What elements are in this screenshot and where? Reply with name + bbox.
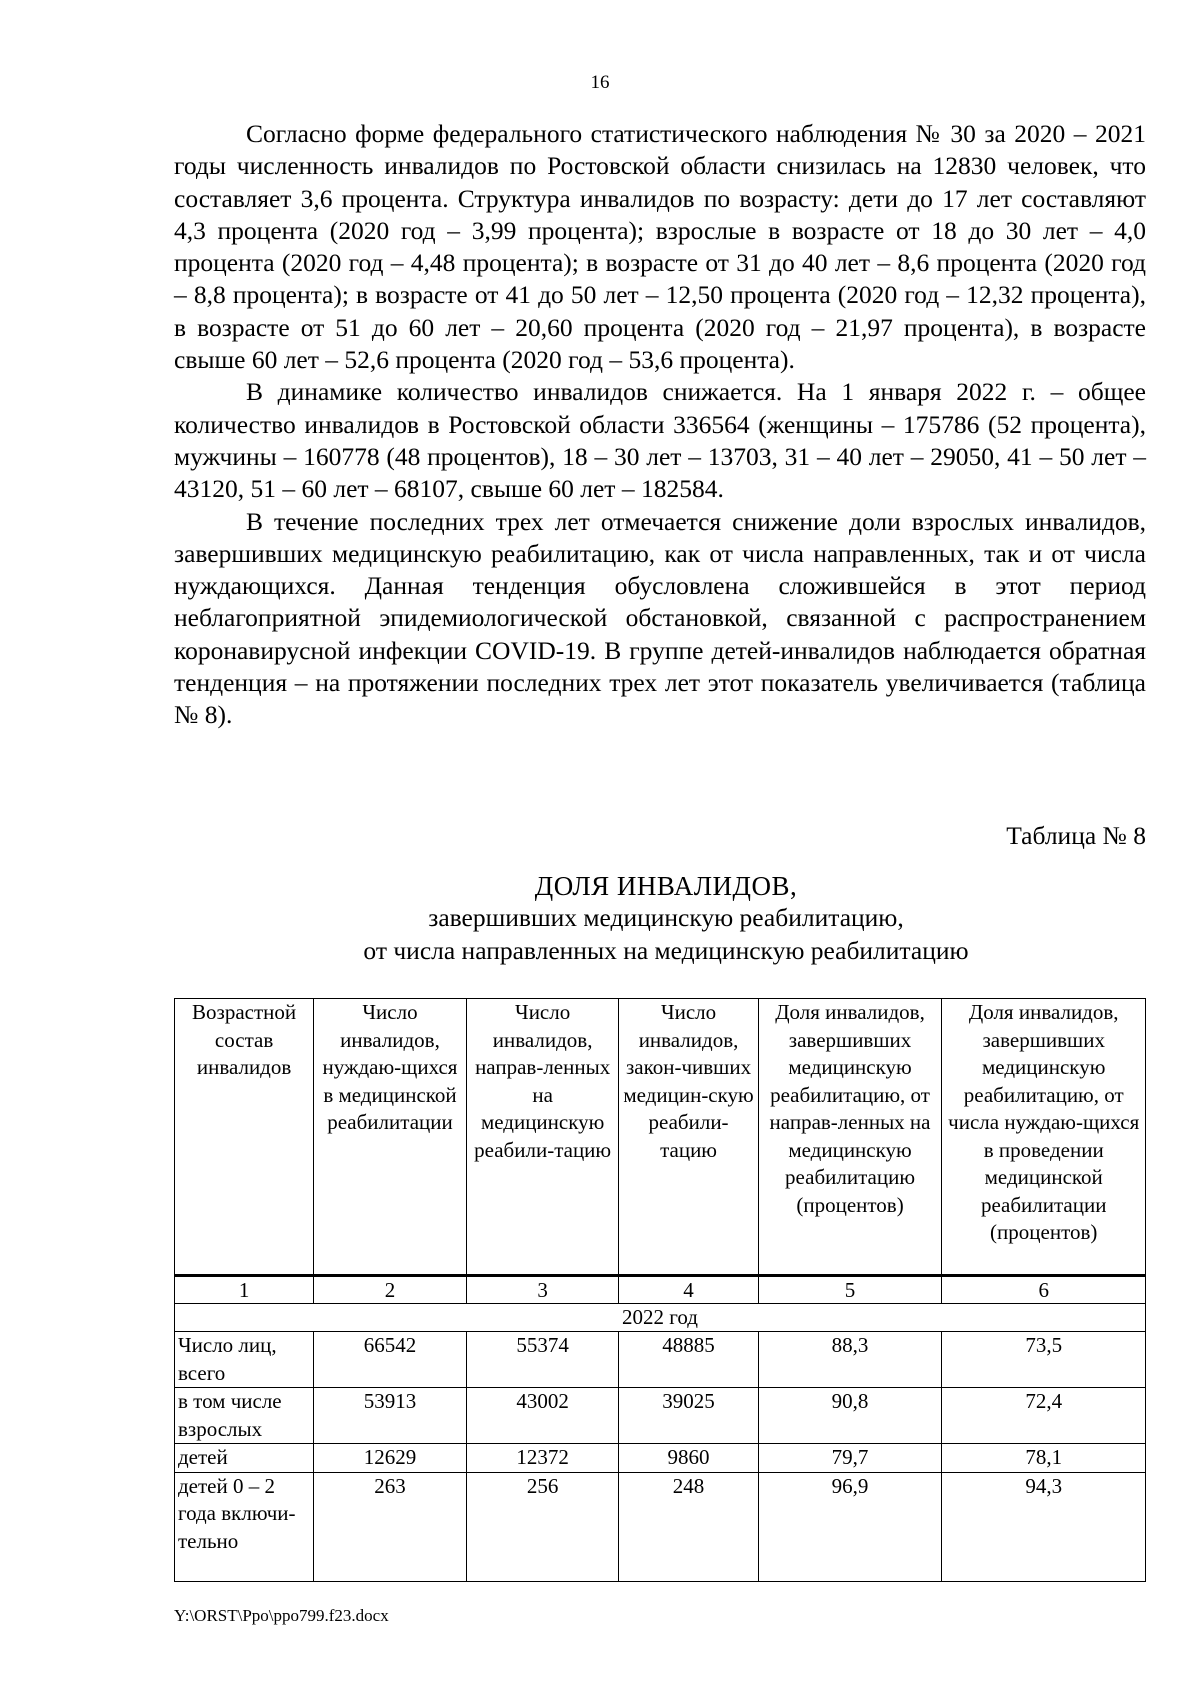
rehab-share-table <box>174 998 1146 1582</box>
table-row <box>175 1388 1146 1444</box>
column-number: 2 <box>314 1276 467 1304</box>
table-cell: 48885 <box>619 1332 758 1388</box>
column-number: 5 <box>758 1276 942 1304</box>
paragraph-2: В динамике количество инвалидов снижается. На 1 января 2022 г. – общее количество инвалидов в Ростовской области 336564 (женщины – 175786 (52 процента), мужчины – 160778 (48 процентов), 18 – 30 лет – 13703, 31 – 40 лет – 29050, 41 – 50 лет – 43120, 51 – 60 лет – 68107, свыше 60 лет – 182584. <box>174 377 1146 504</box>
table-cell: 9860 <box>619 1444 758 1473</box>
column-number: 3 <box>466 1276 619 1304</box>
table-cell: 78,1 <box>942 1444 1146 1473</box>
table-cell: 90,8 <box>758 1388 942 1444</box>
column-number: 1 <box>175 1276 314 1304</box>
section-row <box>175 1304 1146 1332</box>
table-cell: 79,7 <box>758 1444 942 1473</box>
table-cell: 43002 <box>466 1388 619 1444</box>
header-cell-share-referred: Доля инвалидов, завершивших медицинскую реабилитацию, от направ-ленных на медицинскую реабилитацию (процентов) <box>758 999 942 1276</box>
column-number-row <box>175 1276 1146 1304</box>
paragraph-1: Согласно форме федерального статистического наблюдения № 30 за 2020 – 2021 годы численность инвалидов по Ростовской области снизилась на 12830 человек, что составляет 3,6 процента. Структура инвалидов по возрасту: дети до 17 лет составляют 4,3 процента (2020 год – 3,99 процента); взрослые в возрасте от 18 до 30 лет – 4,0 процента (2020 год – 4,48 процента); в возрасте от 31 до 40 лет – 8,6 процента (2020 год – 8,8 процента); в возрасте от 41 до 50 лет – 12,50 процента (2020 год – 12,32 процента), в возрасте от 51 до 60 лет – 20,60 процента (2020 год – 21,97 процента), в возрасте свыше 60 лет – 52,6 процента (2020 год – 53,6 процента). <box>174 119 1146 375</box>
section-year: 2022 год <box>175 1304 1146 1332</box>
table-row <box>175 1444 1146 1473</box>
header-cell-referred: Число инвалидов, направ-ленных на медицинскую реабили-тацию <box>466 999 619 1276</box>
column-number: 4 <box>619 1276 758 1304</box>
table-cell: 256 <box>466 1472 619 1581</box>
table-title-line-1: ДОЛЯ ИНВАЛИДОВ, <box>534 871 798 901</box>
table-cell: 39025 <box>619 1388 758 1444</box>
table-cell: 72,4 <box>942 1388 1146 1444</box>
table-row <box>175 1472 1146 1581</box>
table-cell: 96,9 <box>758 1472 942 1581</box>
table-cell: 94,3 <box>942 1472 1146 1581</box>
row-label: в том числе взрослых <box>175 1388 314 1444</box>
header-cell-age: Возрастной состав инвалидов <box>175 999 314 1276</box>
table-label: Таблица № 8 <box>1006 821 1146 850</box>
header-cell-share-needing: Доля инвалидов, завершивших медицинскую реабилитацию, от числа нуждаю-щихся в проведении медицинской реабилитации (процентов) <box>942 999 1146 1276</box>
table-cell: 248 <box>619 1472 758 1581</box>
table-title <box>0 870 1200 967</box>
table-cell: 53913 <box>314 1388 467 1444</box>
table-cell: 12629 <box>314 1444 467 1473</box>
table-row <box>175 1332 1146 1388</box>
body-text <box>174 118 1146 732</box>
table-header-row <box>175 999 1146 1276</box>
table-cell: 12372 <box>466 1444 619 1473</box>
footer-file-path: Y:\ORST\Ppo\ppo799.f23.docx <box>174 1606 389 1625</box>
column-number: 6 <box>942 1276 1146 1304</box>
paragraph-3: В течение последних трех лет отмечается снижение доли взрослых инвалидов, завершивших медицинскую реабилитацию, как от числа направленных, так и от числа нуждающихся. Данная тенденция обусловлена сложившейся в этот период неблагоприятной эпидемиологической обстановкой, связанной с распространением коронавирусной инфекции COVID-19. В группе детей-инвалидов наблюдается обратная тенденция – на протяжении последних трех лет этот показатель увеличивается (таблица № 8). <box>174 506 1146 730</box>
row-label: детей 0 – 2 года включи-тельно <box>175 1472 314 1581</box>
table-cell: 263 <box>314 1472 467 1581</box>
row-label: детей <box>175 1444 314 1473</box>
row-label: Число лиц, всего <box>175 1332 314 1388</box>
page-number: 16 <box>590 72 610 93</box>
table-cell: 55374 <box>466 1332 619 1388</box>
table-cell: 73,5 <box>942 1332 1146 1388</box>
header-cell-completed: Число инвалидов, закон-чивших медицин-скую реабили-тацию <box>619 999 758 1276</box>
table-title-line-3: от числа направленных на медицинскую реабилитацию <box>363 935 969 965</box>
table-title-line-2: завершивших медицинскую реабилитацию, <box>428 903 904 933</box>
table-cell: 66542 <box>314 1332 467 1388</box>
table-cell: 88,3 <box>758 1332 942 1388</box>
header-cell-needing: Число инвалидов, нуждаю-щихся в медицинской реабилитации <box>314 999 467 1276</box>
